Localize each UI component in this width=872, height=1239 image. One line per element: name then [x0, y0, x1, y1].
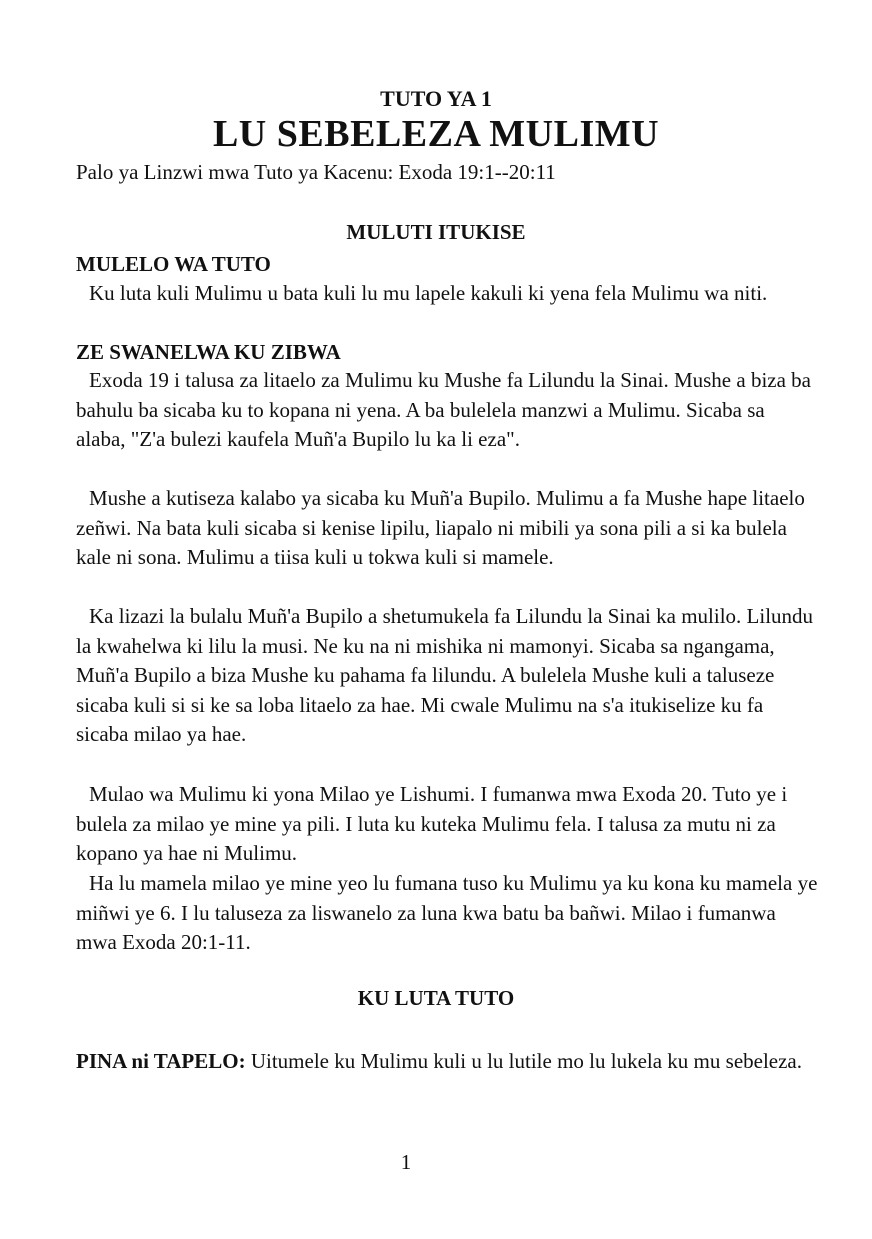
- heading-background: ZE SWANELWA KU ZIBWA: [76, 340, 341, 364]
- page-title: LU SEBELEZA MULIMU: [212, 113, 660, 155]
- paragraph: Mulao wa Mulimu ki yona Milao ye Lishumi. I fumanwa mwa Exoda 20. Tuto ye i bulela za milao ye mine ya pili. I luta ku kuteka Mulimu fela. I talusa za mutu ni za kopano ya hae ni Mulimu.: [76, 782, 788, 866]
- page-number: 1: [400, 1150, 412, 1174]
- section-title-teaching: KU LUTA TUTO: [357, 986, 515, 1010]
- prayer-label: PINA ni TAPELO:: [76, 1049, 246, 1073]
- prayer-text: Uitumele ku Mulimu kuli u lu lutile mo lu lukela ku mu sebeleza.: [245, 1049, 803, 1073]
- paragraph: Mushe a kutiseza kalabo ya sicaba ku Muñ'a Bupilo. Mulimu a fa Mushe hape litaelo zeñwi. Na bata kuli sicaba si kenise lipilu, liapalo ni mibili ya sona pili a si ka bulela kale ni sona. Mulimu a tiisa kuli u tokwa kuli si mamele.: [76, 486, 805, 570]
- lesson-number: TUTO YA 1: [380, 86, 492, 111]
- lesson-aim-text: Ku luta kuli Mulimu u bata kuli lu mu lapele kakuli ki yena fela Mulimu wa niti.: [89, 281, 768, 305]
- section-title-preparation: MULUTI ITUKISE: [346, 220, 526, 244]
- paragraph: Exoda 19 i talusa za litaelo za Mulimu ku Mushe fa Lilundu la Sinai. Mushe a biza ba bahulu ba sicaba ku to kopana ni yena. A ba bulelela manzwi a Mulimu. Sicaba sa alaba, "Z'a bulezi kaufela Muñ'a Bupilo lu ka li eza".: [76, 368, 811, 452]
- prayer-paragraph: [76, 1046, 818, 1077]
- scripture-reading: Palo ya Linzwi mwa Tuto ya Kacenu: Exoda 19:1--20:11: [76, 160, 556, 184]
- heading-lesson-aim: MULELO WA TUTO: [76, 252, 271, 276]
- paragraph: Ha lu mamela milao ye mine yeo lu fumana tuso ku Mulimu ya ku kona ku mamela ye miñwi ye 6. I lu taluseza za liswanelo za luna kwa batu ba bañwi. Milao i fumanwa mwa Exoda 20:1-11.: [76, 871, 818, 955]
- paragraph: Ka lizazi la bulalu Muñ'a Bupilo a shetumukela fa Lilundu la Sinai ka mulilo. Lilundu la kwahelwa ki lilu la musi. Ne ku na ni mishika ni mamonyi. Sicaba sa ngangama, Muñ'a Bupilo a biza Mushe ku pahama fa lilundu. A bulelela Mushe kuli a taluseze sicaba kuli si si ke sa loba litaelo za hae. Mi cwale Mulimu na s'a itukiselize ku fa sicaba milao ya hae.: [76, 604, 814, 747]
